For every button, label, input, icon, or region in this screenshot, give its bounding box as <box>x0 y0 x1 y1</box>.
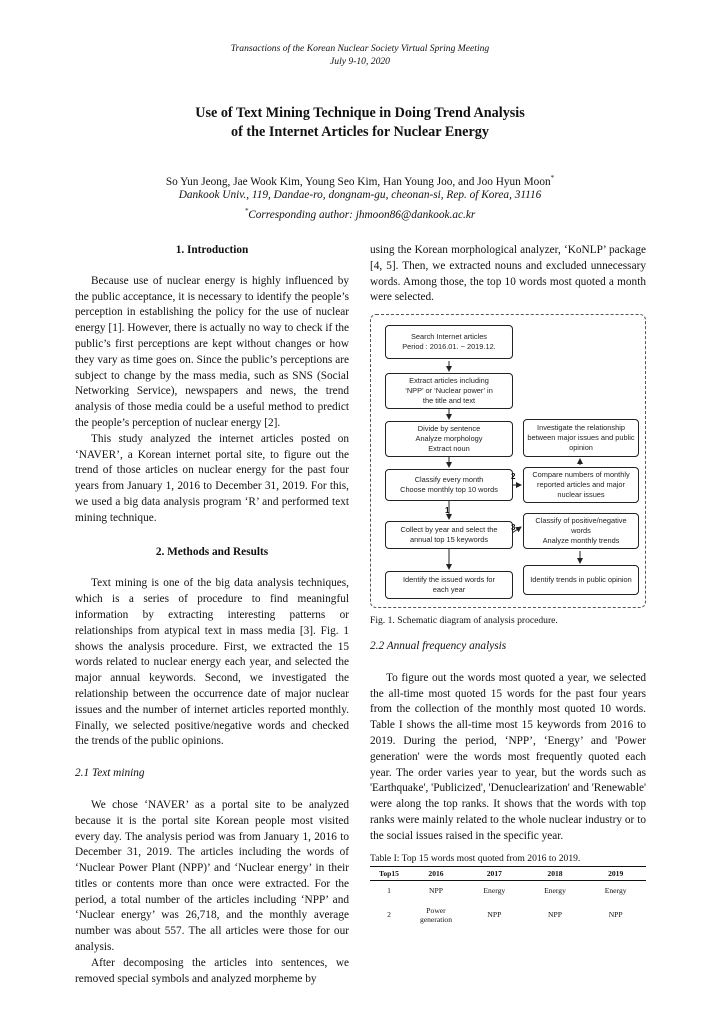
top15-words-table <box>370 866 646 929</box>
left-column <box>75 243 349 987</box>
methods-heading: 2. Methods and Results <box>155 545 269 558</box>
diagram-box-identify-trends: Identify trends in public opinion <box>523 565 639 595</box>
table-header-cell: 2019 <box>585 867 646 881</box>
diagram-box-classify: Classify every month Choose monthly top 10 words <box>385 469 513 501</box>
table-cell: NPP <box>548 910 562 919</box>
diagram-box-collect: Collect by year and select the annual top 15 keywords <box>385 521 513 549</box>
table-row <box>370 881 646 901</box>
diagram-label-2: 2 <box>511 472 516 481</box>
introduction-heading: 1. Introduction <box>175 244 249 256</box>
diagram-box-positive-negative: Classify of positive/negative words Analyze monthly trends <box>523 513 639 549</box>
table-cell: 2 <box>387 910 391 919</box>
morphology-paragraph: using the Korean morphological analyzer, ‘KoNLP’ package [4, 5]. Then, we extracted nouns and excluded unnecessary words. Among those, the top 10 words most quoted a month were selected. <box>370 244 646 304</box>
corresponding-author <box>0 203 720 223</box>
diagram-box-compare: Compare numbers of monthly reported articles and major nuclear issues <box>523 467 639 503</box>
right-column-bottom <box>370 639 646 845</box>
table-cell: Energy <box>483 886 506 896</box>
right-column-top <box>370 243 646 306</box>
text-mining-paragraph-2: After decomposing the articles into sentences, we removed special symbols and analyzed morpheme by <box>75 956 349 985</box>
table-cell: NPP <box>487 910 502 919</box>
analysis-procedure-diagram <box>370 314 646 608</box>
figure-caption: Fig. 1. Schematic diagram of analysis procedure. <box>370 615 558 626</box>
table-header-cell: 2018 <box>525 867 586 881</box>
diagram-label-3: 3 <box>511 523 516 532</box>
table-cell: NPP <box>429 886 443 896</box>
table-cell: 1 <box>387 886 391 896</box>
table-cell: Energy <box>604 886 627 896</box>
author-names: So Yun Jeong, Jae Wook Kim, Young Seo Kim, Han Young Joo, and Joo Hyun Moon <box>165 175 551 188</box>
table-header-cell: 2017 <box>464 867 525 881</box>
table-header-row <box>370 867 646 881</box>
corresponding-mark-2: * <box>244 207 249 215</box>
conference-date: July 9-10, 2020 <box>330 56 390 67</box>
table-caption: Table I: Top 15 words most quoted from 2016 to 2019. <box>370 853 581 864</box>
title-line-1: Use of Text Mining Technique in Doing Trend Analysis <box>195 105 525 121</box>
corresponding-email: Corresponding author: jhmoon86@dankook.ac.kr <box>248 208 476 221</box>
diagram-box-search: Search Internet articles Period : 2016.01. ~ 2019.12. <box>385 325 513 359</box>
subsection-2-1-heading: 2.1 Text mining <box>75 767 145 780</box>
corresponding-mark: * <box>550 174 555 182</box>
table-header-cell: 2016 <box>408 867 464 881</box>
diagram-label-1: 1 <box>445 506 450 515</box>
conference-header <box>0 42 720 68</box>
table-row <box>370 901 646 929</box>
paper-title <box>0 104 720 142</box>
conference-name: Transactions of the Korean Nuclear Society Virtual Spring Meeting <box>230 43 490 54</box>
table-header-cell: Top15 <box>370 867 408 881</box>
methods-paragraph-1: Text mining is one of the big data analysis techniques, which is a series of procedure to find meaningful information by extracting interesting patterns or relationships from atypical text in mass media [3]. Fig. 1 shows the analysis procedure. First, we extracted the 15 words related to nuclear energy each year, and selected the major annual keywords. Second, we investigated the relationship between the occurrence date of major nuclear issues and the number of internet articles reported monthly. Finally, we selected positive/negative words and checked the trends of the public opinions. <box>75 577 349 748</box>
annual-frequency-paragraph: To figure out the words most quoted a year, we selected the all-time most quoted 15 words for the past four years from the collection of the monthly most quoted 10 words. Table I shows the all-time most 15 keywords from 2016 to 2019. During the period, ‘NPP’, ‘Energy’ and 'Power generation' were the words most frequently quoted each year. The order varies year to year, but the words such as 'Earthquake', 'Publicized', 'Denuclearization' and 'Renewable' were along the top ranks. It shows that the words with top ranks were mainly related to the whole nuclear industry or to the social issues raised in the specific year. <box>370 671 647 842</box>
diagram-box-identify-words: Identify the issued words for each year <box>385 571 513 599</box>
intro-paragraph-2: This study analyzed the internet articles posted on ‘NAVER’, a Korean internet portal site, to figure out the trend of those articles on nuclear energy for the past four years from January 1, 2016 to December 31, 2019. For this, we used a big data analysis program ‘R’ and performed text mining technique. <box>75 432 349 524</box>
affiliation: Dankook Univ., 119, Dandae-ro, dongnam-gu, cheonan-si, Rep. of Korea, 31116 <box>178 189 542 201</box>
diagram-box-investigate: Investigate the relationship between major issues and public opinion <box>523 419 639 457</box>
subsection-2-2-heading: 2.2 Annual frequency analysis <box>370 640 507 652</box>
text-mining-paragraph-1: We chose ‘NAVER’ as a portal site to be analyzed because it is the portal site Korean people most visited every day. The analysis period was from January 1, 2016 to December 31, 2019. The articles including the words of ‘Nuclear Power Plant (NPP)’ and ‘Nuclear energy’ in their titles or contents more than once were extracted. For the period, a total number of the articles including ‘NPP’ and ‘Nuclear energy’ was 26,718, and the monthly average number was about 557. The all articles were those for our analysis. <box>75 798 349 954</box>
table-cell: Energy <box>544 886 566 896</box>
table-cell: NPP <box>608 910 623 919</box>
table-cell: Power generation <box>419 905 453 924</box>
diagram-box-extract: Extract articles including ‘NPP’ or ‘Nuclear power’ in the title and text <box>385 373 513 409</box>
diagram-box-divide: Divide by sentence Analyze morphology Extract noun <box>385 421 513 457</box>
intro-paragraph-1: Because use of nuclear energy is highly influenced by the public acceptance, it is necessary to identify the people’s perception in establishing the policy for the use of nuclear energy [1]. However, there is actually no way to check if the public’s first perceptions are kept without changes or how they vary as time goes on. Since the public’s perceptions are subject to change by the mass media, such as SNS (Social Networking Service), newspapers and news, the trend analysis of those media could be a useful method to predict the people’s perception of nuclear energy [2]. <box>75 274 349 429</box>
title-line-2: of the Internet Articles for Nuclear Energy <box>231 124 489 140</box>
